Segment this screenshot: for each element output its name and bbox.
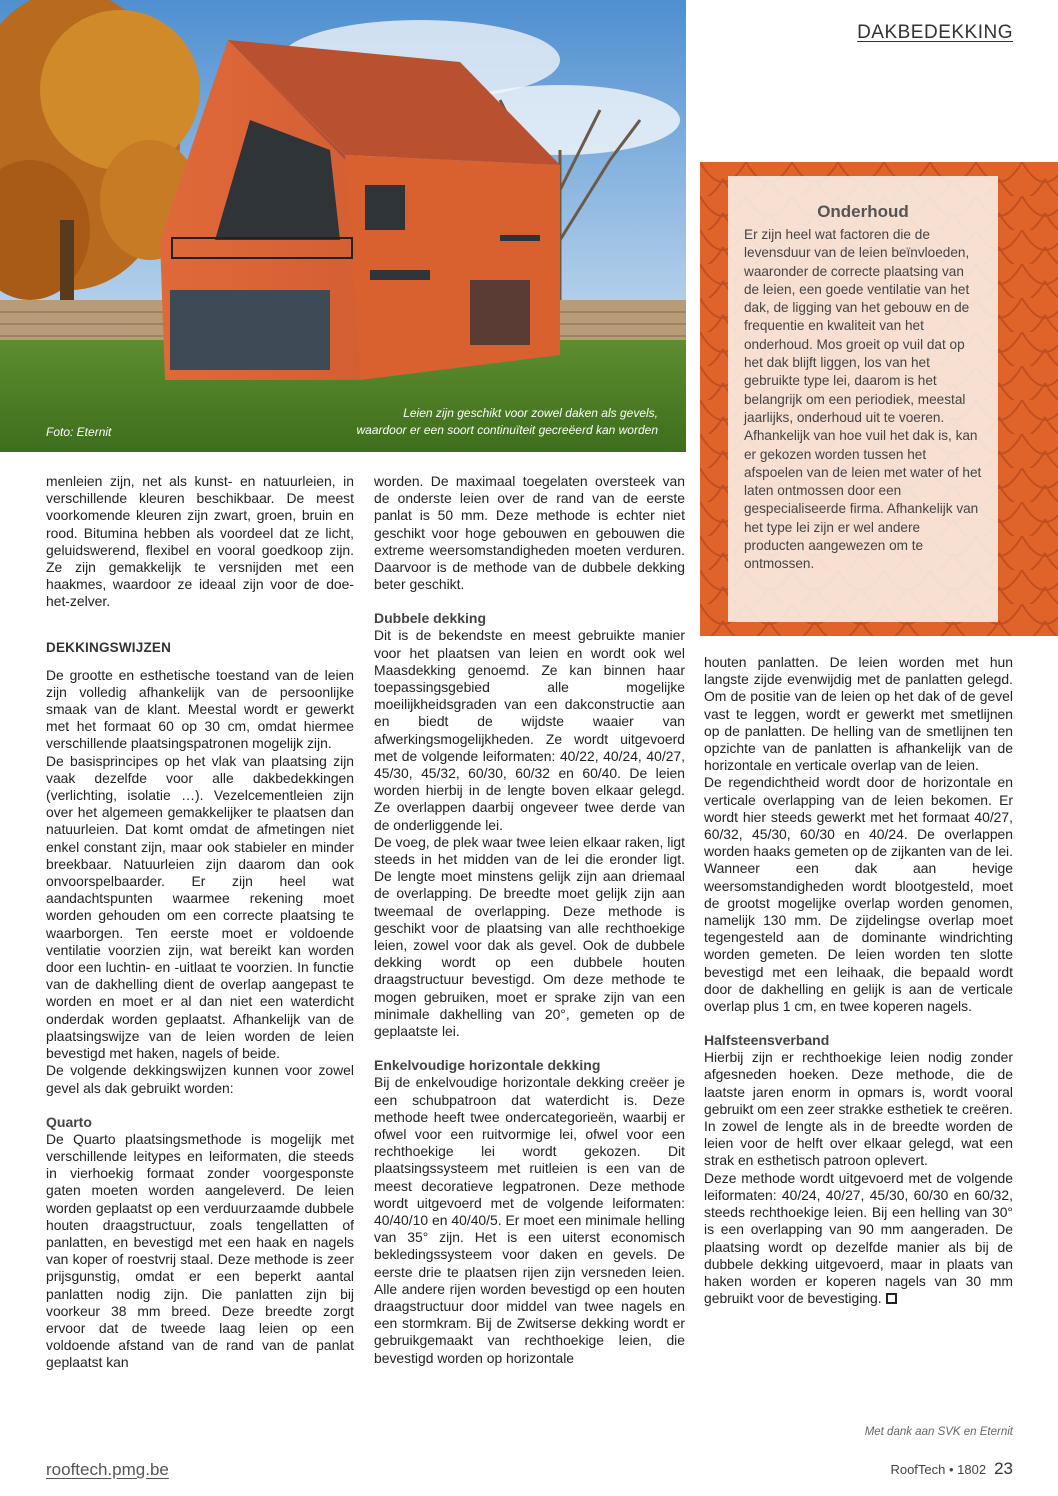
column-3 (704, 654, 1013, 1307)
paragraph: Bij de enkelvoudige horizontale dekking creëer je een schubpatroon dat waterdicht is. Deze methode heeft twee ondercategorieën, waarbij er ofwel voor een ruitvormige lei, ofwel voor een rechthoekige lei wordt gekozen. Dit plaatsingssysteem met ruitleien is een van de meest decoratieve legpatronen. Deze methode wordt uitgevoerd met de volgende leiformaten: 40/40/10 en 40/40/5. Er moet een minimale helling van 35° zijn. Het is een uiterst economisch bekledingssysteem voor daken en gevels. De eerste drie te plaatsen rijen zijn versneden leien. Alle andere rijen worden bevestigd op een houten draagstructuur door middel van twee nagels en een stormkram. Bij de Zwitserse dekking wordt er gebruikgemaakt van rechthoekige leien, die bevestigd worden op horizontale (374, 1074, 685, 1366)
sidebar-title: Onderhoud (817, 202, 909, 221)
paragraph: De voeg, de plek waar twee leien elkaar raken, ligt steeds in het midden van de lei die eronder ligt. De lengte moet minstens gelijk zijn aan driemaal de overlapping. De breedte moet gelijk zijn aan tweemaal de overlapping. Deze methode is geschikt voor de plaatsing van alle rechthoekige leien, zowel voor dak als gevel. Ook de dubbele dekking wordt op een dubbele houten draagstructuur bevestigd. Om deze methode te mogen gebruiken, moet er sprake zijn van een minimale dakhelling van 20°, gemeten op de geplaatste lei. (374, 833, 685, 1040)
section-tag: DAKBEDEKKING (857, 22, 1013, 43)
sidebar-text (744, 226, 982, 574)
photo-caption-line: waardoor er een soort continuïteit gecreëerd kan worden (356, 423, 658, 437)
sidebar-paragraph: Er zijn heel wat factoren die de levensduur van de leien beïnvloeden, waaronder de correcte plaatsing van de leien, een goede ventilatie van het dak, de ligging van het gebouw en de frequentie en kwaliteit van het onderhoud. Mos groeit op vuil dat op het dak blijft liggen, los van het gebruikte type lei, daarom is het belangrijk om een periodiek, meestal jaarlijks, onderhoud uit te voeren. Afhankelijk van hoe vuil het dak is, kan er gekozen worden tussen het afspoelen van de leien met water of het laten ontmossen door een gespecialiseerde firma. Afhankelijk van het type lei zijn er wel andere producten aangewezen om te ontmossen. (744, 227, 982, 572)
paragraph-text: Deze methode wordt uitgevoerd met de volgende leiformaten: 40/24, 40/27, 45/30, 60/30 en 60/32, steeds rechthoekige leien. Bij een helling van 30° is een overlapping van 90 mm aangeraden. De plaatsing wordt op dezelfde manier als bij de dubbele dekking uitgevoerd, maar in plaats van haken worden er koperen nagels van 30 mm gebruikt voor de bevestiging. (704, 1169, 1013, 1307)
footer-issue (890, 1459, 1013, 1479)
photo-caption (298, 405, 658, 439)
photo-credit: Foto: Eternit (46, 425, 112, 439)
heading-dekkingswijzen: DEKKINGSWIJZEN (46, 639, 172, 655)
sidebar-onderhoud (728, 176, 998, 622)
credits-line: Met dank aan SVK en Eternit (864, 1426, 1013, 1438)
paragraph: De grootte en esthetische toestand van de leien zijn volledig afhankelijk van de persoonlijke smaak van de klant. Meestal wordt er gewerkt met het formaat 60 op 30 cm, omdat hiermee verschillende plaatsingspatronen mogelijk zijn. (46, 666, 354, 752)
photo-caption-line: Leien zijn geschikt voor zowel daken als gevels, (403, 406, 658, 420)
house-illustration (0, 0, 686, 452)
page-number: 23 (994, 1459, 1013, 1478)
column-2 (374, 473, 685, 1367)
paragraph: houten panlatten. De leien worden met hun langste zijde evenwijdig met de panlatten gelegd. Om de positie van de leien op het dak of de gevel vast te leggen, wordt er gewerkt met smetlijnen op de panlatten. De helling van de smetlijnen ten opzichte van de panlatten is afhankelijk van de horizontale en verticale overlap van de leien. (704, 654, 1013, 774)
column-1 (46, 473, 354, 1372)
subheading-quarto: Quarto (46, 1113, 92, 1130)
footer-website-link[interactable]: rooftech.pmg.be (46, 1460, 169, 1479)
subheading-halfsteensverband: Halfsteensverband (704, 1032, 830, 1049)
paragraph: De regendichtheid wordt door de horizontale en verticale overlapping van de leien bekomen. Er wordt hier steeds gewerkt met het formaat 40/27, 60/32, 45/30, 60/30 en 40/24. De overlappen worden haaks gemeten op de zijkanten van de lei. Wanneer een dak aan hevige weersomstandigheden wordt blootgesteld, moet de grootst mogelijke overlap worden genomen, namelijk 130 mm. De zijdelingse overlap moet tegengesteld aan de dominante windrichting worden gemeten. De leien worden ten slotte bevestigd met een leihaak, die bepaald wordt door de dakhelling en gelijk is aan de verticale overlap plus 1 cm, en twee koperen nagels. (704, 774, 1013, 1015)
subheading-enkelvoudige-dekking: Enkelvoudige horizontale dekking (374, 1057, 601, 1074)
subheading-dubbele-dekking: Dubbele dekking (374, 610, 487, 627)
paragraph: De Quarto plaatsingsmethode is mogelijk met verschillende leitypes en leiformaten, die steeds in vierhoekig formaat zonder voorgesponste gaten moeten worden aangeleverd. De leien worden geplaatst op een verduurzaamde dubbele houten draagstructuur, zoals tengellatten of panlatten, en bevestigd met een haak en nagels van koper of roestvrij staal. Deze methode is zeer prijsgunstig, omdat er een beperkt aantal panlatten nodig zijn. Die panlatten zijn bij voorkeur 38 mm breed. Deze breedte zorgt ervoor dat de tweede laag leien op een voldoende afstand van de rand van de panlat geplaatst kan (46, 1130, 354, 1371)
paragraph: De volgende dekkingswijzen kunnen voor zowel gevel als dak gebruikt worden: (46, 1062, 354, 1096)
end-of-article-icon (886, 1293, 897, 1304)
paragraph (704, 1170, 1013, 1308)
magazine-issue: RoofTech • 1802 (890, 1462, 987, 1477)
hero-photo (0, 0, 686, 452)
paragraph: Dit is de bekendste en meest gebruikte manier voor het plaatsen van leien en wordt ook wel Maasdekking genoemd. Ze kan binnen haar toepassingsgebied alle mogelijke moeilijkheidsgraden van een dakconstructie aan en biedt de wijdste waaier van afwerkingsmogelijkheden. Ze wordt uitgevoerd met de volgende leiformaten: 40/22, 40/24, 40/27, 45/30, 45/32, 60/30, 60/32 en 60/40. De leien worden hierbij in de lengte boven elkaar gelegd. Ze overlappen daarbij ongeveer twee derde van de onderliggende lei. (374, 627, 685, 833)
paragraph: Hierbij zijn er rechthoekige leien nodig zonder afgesneden hoeken. Deze methode, die de laatste jaren enorm in opmars is, wordt vooral gebruikt om een zeer strakke esthetiek te creëren. In zowel de lengte als in de breedte worden de leien voor de helft over elkaar gelegd, wat een strak en esthetisch patroon oplevert. (704, 1049, 1013, 1169)
paragraph: menleien zijn, net als kunst- en natuurleien, in verschillende kleuren beschikbaar. De meest voorkomende kleuren zijn zwart, groen, bruin en rood. Bitumina hebben als voordeel dat ze licht, geluidswerend, flexibel en vooral goedkoop zijn. Ze zijn gemakkelijk te versnijden met een haakmes, waardoor ze ideaal zijn voor de doe-het-zelver. (46, 473, 354, 610)
paragraph: De basisprincipes op het vlak van plaatsing zijn vaak dezelfde voor alle dakbedekkingen (verlichting, isolatie …). Vezelcementleien zijn over het algemeen gemakkelijker te plaatsen dan natuurleien. Dat komt omdat de afmetingen niet enkel constant zijn, maar ook stabieler en minder breekbaar. Natuurleien zijn daarom dan ook onvoorspelbaarder. Er zijn heel wat aandachtspunten waarmee rekening moet worden gehouden om een correcte plaatsing te waarborgen. Ten eerste moet er voldoende ventilatie voorzien zijn, wat bereikt kan worden door een luchtin- en -uitlaat te voorzien. In functie van de dakhelling dient de overlap aangepast te worden en moet er al dan niet een waterdicht onderdak worden geplaatst. Afhankelijk van de plaatsingswijze van de leien worden de leien bevestigd met haken, nagels of beide. (46, 752, 354, 1062)
paragraph: worden. De maximaal toegelaten oversteek van de onderste leien over de rand van de eerste panlat is 50 mm. Deze methode is echter niet geschikt voor hoge gebouwen en gebouwen die extreme weersomstandigheden moeten verduren. Daarvoor is de methode van de dubbele dekking beter geschikt. (374, 473, 685, 593)
